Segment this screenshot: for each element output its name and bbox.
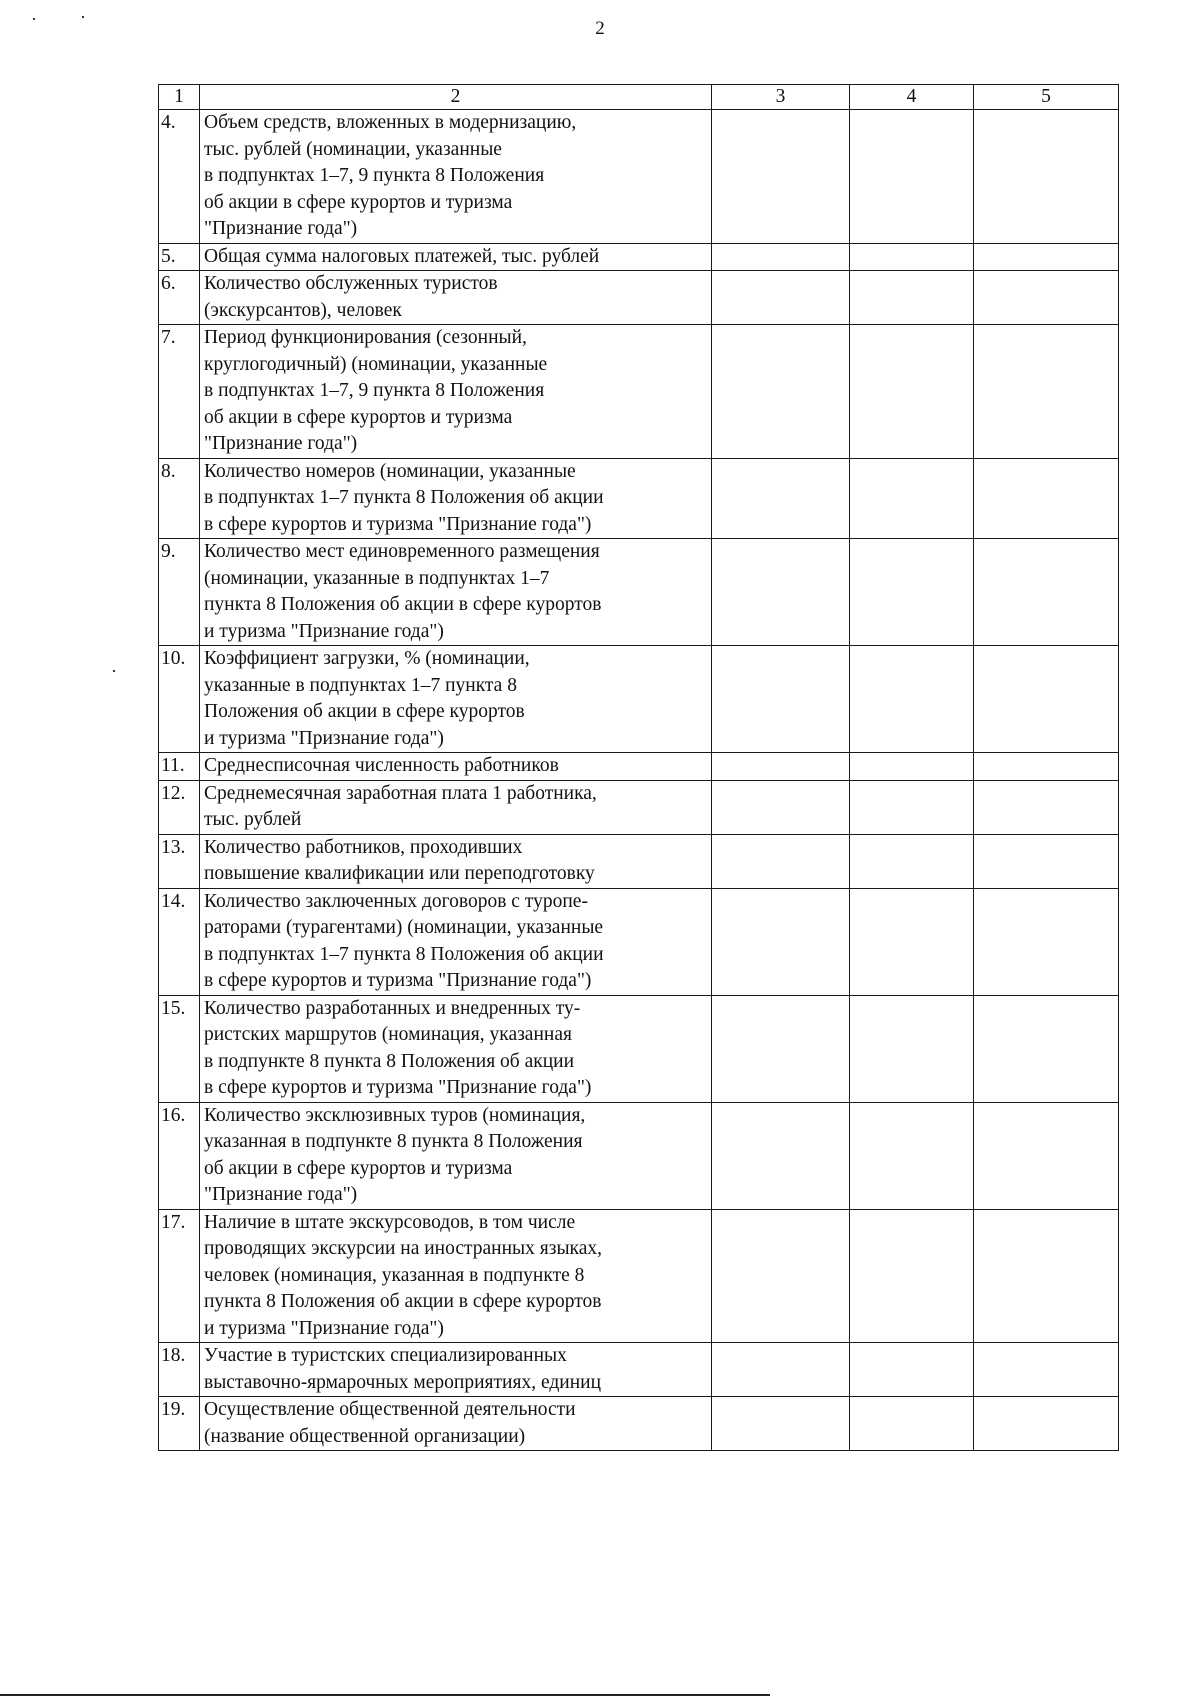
empty-value-cell-col4: [850, 539, 974, 646]
header-cell-col4: 4: [850, 85, 974, 110]
table-row: [159, 243, 1119, 271]
empty-value-cell-col4: [850, 995, 974, 1102]
row-number-cell: 12.: [159, 780, 200, 834]
indicator-text-cell: Осуществление общественной деятельности (название общественной организации): [200, 1397, 712, 1451]
indicator-text-cell: Объем средств, вложенных в модернизацию, тыс. рублей (номинации, указанные в подпунктах 1–7, 9 пункта 8 Положения об акции в сфере курортов и туризма "Признание года"): [200, 110, 712, 244]
empty-value-cell-col3: [712, 458, 850, 539]
table-row: [159, 539, 1119, 646]
indicator-text-cell: Количество заключенных договоров с туропе- раторами (турагентами) (номинации, указанные в подпунктах 1–7 пункта 8 Положения об акции в сфере курортов и туризма "Признание года"): [200, 888, 712, 995]
row-number-cell: 5.: [159, 243, 200, 271]
empty-value-cell-col4: [850, 243, 974, 271]
empty-value-cell-col5: [974, 539, 1119, 646]
table-row: [159, 753, 1119, 781]
empty-value-cell-col3: [712, 646, 850, 753]
empty-value-cell-col4: [850, 888, 974, 995]
empty-value-cell-col4: [850, 646, 974, 753]
table-row: [159, 271, 1119, 325]
empty-value-cell-col4: [850, 834, 974, 888]
row-number-cell: 6.: [159, 271, 200, 325]
indicator-text-cell: Количество обслуженных туристов (экскурсантов), человек: [200, 271, 712, 325]
row-number-cell: 11.: [159, 753, 200, 781]
empty-value-cell-col3: [712, 995, 850, 1102]
empty-value-cell-col4: [850, 325, 974, 459]
empty-value-cell-col3: [712, 243, 850, 271]
table-row: [159, 780, 1119, 834]
empty-value-cell-col4: [850, 780, 974, 834]
row-number-cell: 9.: [159, 539, 200, 646]
empty-value-cell-col4: [850, 1343, 974, 1397]
table-row: [159, 1397, 1119, 1451]
empty-value-cell-col3: [712, 780, 850, 834]
table-row: [159, 1102, 1119, 1209]
table-row: [159, 458, 1119, 539]
indicator-text-cell: Количество мест единовременного размещения (номинации, указанные в подпунктах 1–7 пункта 8 Положения об акции в сфере курортов и туризма "Признание года"): [200, 539, 712, 646]
table-row: [159, 646, 1119, 753]
scan-speck: [33, 18, 35, 20]
table-row: [159, 995, 1119, 1102]
row-number-cell: 16.: [159, 1102, 200, 1209]
scan-speck: [82, 16, 84, 18]
row-number-cell: 7.: [159, 325, 200, 459]
row-number-cell: 17.: [159, 1209, 200, 1343]
indicator-text-cell: Участие в туристских специализированных выставочно-ярмарочных мероприятиях, единиц: [200, 1343, 712, 1397]
table-body: [159, 85, 1119, 1451]
row-number-cell: 19.: [159, 1397, 200, 1451]
empty-value-cell-col3: [712, 1209, 850, 1343]
empty-value-cell-col4: [850, 753, 974, 781]
empty-value-cell-col5: [974, 753, 1119, 781]
indicator-text-cell: Период функционирования (сезонный, круглогодичный) (номинации, указанные в подпунктах 1–7, 9 пункта 8 Положения об акции в сфере курортов и туризма "Признание года"): [200, 325, 712, 459]
indicators-table: [158, 84, 1119, 1451]
header-cell-col5: 5: [974, 85, 1119, 110]
empty-value-cell-col5: [974, 1209, 1119, 1343]
empty-value-cell-col3: [712, 834, 850, 888]
table-header-row: [159, 85, 1119, 110]
header-cell-col1: 1: [159, 85, 200, 110]
row-number-cell: 14.: [159, 888, 200, 995]
empty-value-cell-col3: [712, 888, 850, 995]
empty-value-cell-col5: [974, 995, 1119, 1102]
row-number-cell: 10.: [159, 646, 200, 753]
indicator-text-cell: Количество разработанных и внедренных ту- ристских маршрутов (номинация, указанная в подпункте 8 пункта 8 Положения об акции в сфере курортов и туризма "Признание года"): [200, 995, 712, 1102]
empty-value-cell-col3: [712, 271, 850, 325]
row-number-cell: 4.: [159, 110, 200, 244]
empty-value-cell-col5: [974, 888, 1119, 995]
table-row: [159, 110, 1119, 244]
row-number-cell: 8.: [159, 458, 200, 539]
empty-value-cell-col4: [850, 1397, 974, 1451]
empty-value-cell-col3: [712, 1343, 850, 1397]
empty-value-cell-col5: [974, 271, 1119, 325]
indicator-text-cell: Общая сумма налоговых платежей, тыс. рублей: [200, 243, 712, 271]
empty-value-cell-col4: [850, 1102, 974, 1209]
table-row: [159, 1209, 1119, 1343]
empty-value-cell-col3: [712, 1102, 850, 1209]
indicator-text-cell: Наличие в штате экскурсоводов, в том числе проводящих экскурсии на иностранных языках, человек (номинация, указанная в подпункте 8 пункта 8 Положения об акции в сфере курортов и туризма "Признание года"): [200, 1209, 712, 1343]
scan-speck: [113, 670, 115, 672]
table-row: [159, 834, 1119, 888]
empty-value-cell-col4: [850, 110, 974, 244]
empty-value-cell-col3: [712, 325, 850, 459]
header-cell-col3: 3: [712, 85, 850, 110]
indicator-text-cell: Среднемесячная заработная плата 1 работника, тыс. рублей: [200, 780, 712, 834]
empty-value-cell-col4: [850, 458, 974, 539]
empty-value-cell-col3: [712, 753, 850, 781]
indicator-text-cell: Количество эксклюзивных туров (номинация, указанная в подпункте 8 пункта 8 Положения об акции в сфере курортов и туризма "Признание года"): [200, 1102, 712, 1209]
empty-value-cell-col3: [712, 110, 850, 244]
empty-value-cell-col5: [974, 1397, 1119, 1451]
indicator-text-cell: Количество номеров (номинации, указанные в подпунктах 1–7 пункта 8 Положения об акции в сфере курортов и туризма "Признание года"): [200, 458, 712, 539]
row-number-cell: 18.: [159, 1343, 200, 1397]
row-number-cell: 13.: [159, 834, 200, 888]
empty-value-cell-col5: [974, 243, 1119, 271]
empty-value-cell-col5: [974, 780, 1119, 834]
indicator-text-cell: Количество работников, проходивших повышение квалификации или переподготовку: [200, 834, 712, 888]
empty-value-cell-col5: [974, 646, 1119, 753]
table-row: [159, 1343, 1119, 1397]
empty-value-cell-col5: [974, 834, 1119, 888]
table-row: [159, 325, 1119, 459]
empty-value-cell-col3: [712, 539, 850, 646]
header-cell-col2: 2: [200, 85, 712, 110]
empty-value-cell-col5: [974, 110, 1119, 244]
row-number-cell: 15.: [159, 995, 200, 1102]
table-row: [159, 888, 1119, 995]
empty-value-cell-col3: [712, 1397, 850, 1451]
indicator-text-cell: Среднесписочная численность работников: [200, 753, 712, 781]
empty-value-cell-col5: [974, 1102, 1119, 1209]
empty-value-cell-col5: [974, 1343, 1119, 1397]
empty-value-cell-col4: [850, 271, 974, 325]
page-number: 2: [595, 18, 605, 39]
empty-value-cell-col4: [850, 1209, 974, 1343]
empty-value-cell-col5: [974, 458, 1119, 539]
indicator-text-cell: Коэффициент загрузки, % (номинации, указанные в подпунктах 1–7 пункта 8 Положения об акции в сфере курортов и туризма "Признание года"): [200, 646, 712, 753]
empty-value-cell-col5: [974, 325, 1119, 459]
page-bottom-rule: [0, 1694, 770, 1696]
